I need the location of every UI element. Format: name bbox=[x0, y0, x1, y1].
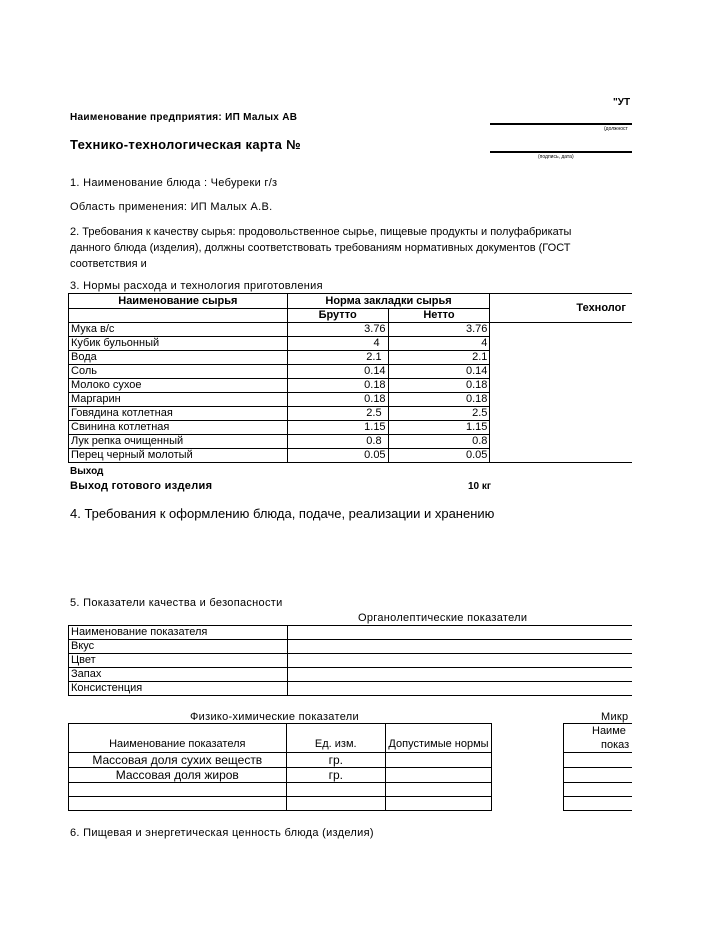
table-row bbox=[69, 654, 633, 668]
ingredient-netto: 0.18 bbox=[388, 393, 490, 407]
table-row bbox=[69, 640, 633, 654]
card-title: Технико-технологическая карта № bbox=[70, 137, 301, 152]
micro-table bbox=[563, 723, 632, 811]
application-area: Область применения: ИП Малых А.В. bbox=[70, 201, 273, 213]
table-row bbox=[564, 783, 633, 797]
col-header-norms: Допустимые нормы bbox=[385, 724, 491, 753]
ingredient-netto: 0.18 bbox=[388, 379, 490, 393]
ingredient-netto: 0.14 bbox=[388, 365, 490, 379]
requirements-line-2: данного блюда (изделия), должны соответствовать требованиям нормативных документов (ГОСТ bbox=[70, 242, 571, 254]
table-row bbox=[564, 797, 633, 811]
table-row bbox=[69, 323, 633, 337]
table-row bbox=[69, 768, 492, 783]
ingredient-name: Кубик бульонный bbox=[69, 337, 288, 351]
col-header-name: Наименование сырья bbox=[69, 294, 288, 309]
col-header-unit: Ед. изм. bbox=[286, 724, 385, 753]
ingredient-name: Лук репка очищенный bbox=[69, 435, 288, 449]
ingredient-name: Перец черный молотый bbox=[69, 449, 288, 463]
dish-name: 1. Наименование блюда : Чебуреки г/з bbox=[70, 177, 278, 189]
organoleptic-label: Вкус bbox=[69, 640, 288, 654]
ingredient-brutto: 0.05 bbox=[287, 449, 388, 463]
ingredient-netto: 0.8 bbox=[388, 435, 490, 449]
physchem-name: Массовая доля сухих веществ bbox=[69, 753, 287, 768]
ingredient-netto: 1.15 bbox=[388, 421, 490, 435]
table-row bbox=[69, 753, 492, 768]
col-header-norm: Норма закладки сырья bbox=[287, 294, 490, 309]
table-row bbox=[69, 668, 633, 682]
col-header-indicator: Наименование показателя bbox=[69, 724, 287, 753]
ingredient-netto: 4 bbox=[388, 337, 490, 351]
ingredient-name: Соль bbox=[69, 365, 288, 379]
organoleptic-title: Органолептические показатели bbox=[358, 612, 528, 624]
requirements-line-3: соответствия и bbox=[70, 258, 147, 270]
micro-col-header bbox=[564, 724, 633, 753]
physchem-table bbox=[68, 723, 492, 811]
micro-title: Микр bbox=[601, 711, 629, 723]
micro-col-line-1: Наиме bbox=[592, 725, 626, 737]
ingredient-name: Свинина котлетная bbox=[69, 421, 288, 435]
col-header-tech: Технолог bbox=[490, 294, 632, 323]
ingredient-name: Молоко сухое bbox=[69, 379, 288, 393]
ingredient-name: Мука в/с bbox=[69, 323, 288, 337]
ingredient-brutto: 2.5 bbox=[287, 407, 388, 421]
physchem-title: Физико-химические показатели bbox=[190, 711, 359, 723]
position-caption: (должност bbox=[604, 126, 628, 132]
sign-caption: (подпись, дата) bbox=[538, 154, 574, 160]
requirements-line-1: 2. Требования к качеству сырья: продовольственное сырье, пищевые продукты и полуфабрикаты bbox=[70, 226, 572, 238]
section4-title: 4. Требования к оформлению блюда, подаче, реализации и хранению bbox=[70, 506, 495, 521]
table-row bbox=[69, 783, 492, 797]
table-row bbox=[69, 626, 633, 640]
micro-col-line-2: показ bbox=[601, 739, 630, 751]
ingredient-netto: 0.05 bbox=[388, 449, 490, 463]
col-header-netto: Нетто bbox=[388, 309, 490, 323]
ingredient-brutto: 3.76 bbox=[287, 323, 388, 337]
ingredient-brutto: 0.18 bbox=[287, 393, 388, 407]
ingredient-name: Вода bbox=[69, 351, 288, 365]
table-row bbox=[69, 797, 492, 811]
organoleptic-table bbox=[68, 625, 632, 696]
ingredient-brutto: 0.8 bbox=[287, 435, 388, 449]
section6-title: 6. Пищевая и энергетическая ценность блюда (изделия) bbox=[70, 827, 374, 839]
ingredient-netto: 3.76 bbox=[388, 323, 490, 337]
ingredient-netto: 2.5 bbox=[388, 407, 490, 421]
physchem-unit: гр. bbox=[286, 753, 385, 768]
table-row bbox=[69, 682, 633, 696]
ingredient-brutto: 0.18 bbox=[287, 379, 388, 393]
organoleptic-label: Наименование показателя bbox=[69, 626, 288, 640]
ingredient-brutto: 2.1 bbox=[287, 351, 388, 365]
recipe-table bbox=[68, 293, 632, 463]
physchem-unit: гр. bbox=[286, 768, 385, 783]
final-output-label: Выход готового изделия bbox=[70, 480, 213, 492]
organoleptic-label: Запах bbox=[69, 668, 288, 682]
col-header-brutto: Брутто bbox=[287, 309, 388, 323]
enterprise-name: Наименование предприятия: ИП Малых АВ bbox=[70, 112, 298, 123]
approve-mark: "УТ bbox=[613, 97, 631, 108]
final-output-value: 10 кг bbox=[468, 481, 492, 492]
table-row bbox=[564, 768, 633, 783]
ingredient-netto: 2.1 bbox=[388, 351, 490, 365]
position-signature-line bbox=[490, 123, 632, 125]
organoleptic-label: Консистенция bbox=[69, 682, 288, 696]
ingredient-name: Маргарин bbox=[69, 393, 288, 407]
section5-title: 5. Показатели качества и безопасности bbox=[70, 597, 283, 609]
ingredient-brutto: 4 bbox=[287, 337, 388, 351]
physchem-name: Массовая доля жиров bbox=[69, 768, 287, 783]
ingredient-brutto: 0.14 bbox=[287, 365, 388, 379]
output-label: Выход bbox=[70, 466, 104, 477]
section3-title: 3. Нормы расхода и технология приготовления bbox=[70, 280, 323, 292]
organoleptic-label: Цвет bbox=[69, 654, 288, 668]
table-row bbox=[564, 753, 633, 768]
ingredient-name: Говядина котлетная bbox=[69, 407, 288, 421]
ingredient-brutto: 1.15 bbox=[287, 421, 388, 435]
sign-date-line bbox=[490, 151, 632, 153]
technology-cell bbox=[490, 323, 632, 463]
